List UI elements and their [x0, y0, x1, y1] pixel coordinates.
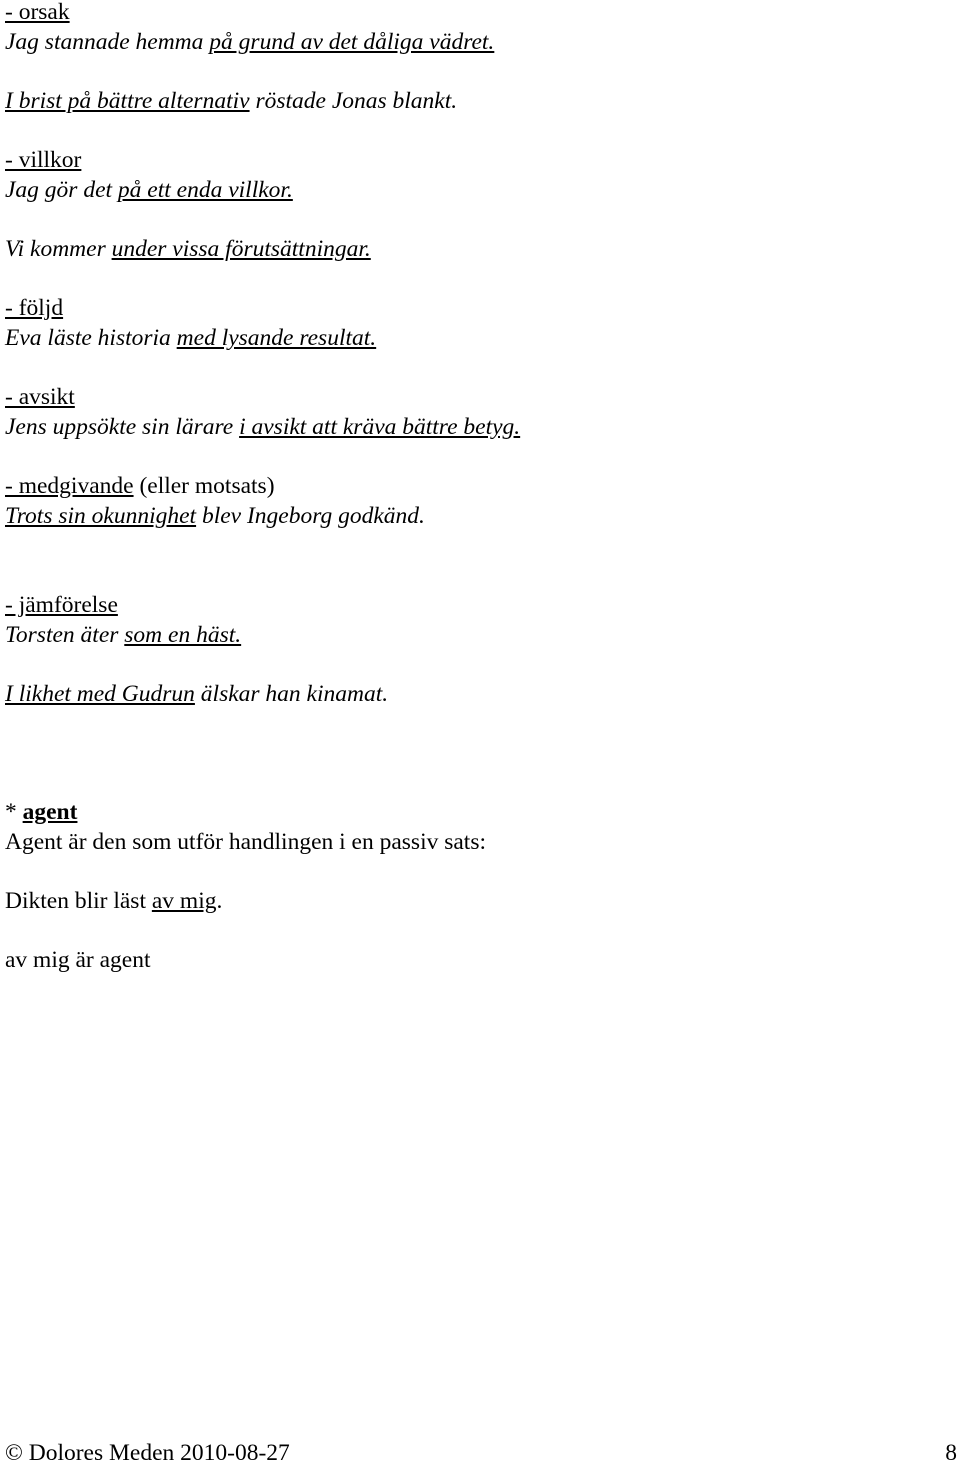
- example-jamforelse-2: [5, 679, 388, 709]
- heading-note: (eller motsats): [133, 473, 275, 499]
- heading-jamforelse: - jämförelse: [5, 592, 118, 618]
- agent-example: [5, 886, 222, 916]
- example-underlined: av mig: [151, 888, 217, 914]
- example-underlined: Trots sin okunnighet: [5, 503, 197, 529]
- example-underlined: på ett enda villkor.: [117, 177, 293, 203]
- example-text: Eva läste historia: [5, 325, 177, 351]
- example-text: Torsten äter: [5, 622, 125, 648]
- heading-avsikt: - avsikt: [5, 384, 75, 410]
- agent-note: av mig är agent: [5, 947, 151, 973]
- example-text: Vi kommer: [5, 236, 112, 262]
- example-end: .: [216, 888, 223, 914]
- example-text: Jens uppsökte sin lärare: [5, 414, 240, 440]
- example-jamforelse-1: [5, 620, 241, 650]
- example-text: Dikten blir läst: [5, 888, 152, 914]
- heading-foljd: - följd: [5, 295, 64, 321]
- agent-definition: Agent är den som utför handlingen i en passiv sats:: [5, 829, 487, 855]
- example-orsak-1: [5, 27, 494, 57]
- example-villkor-2: [5, 234, 371, 264]
- example-foljd-1: [5, 323, 376, 353]
- footer-page-number: 8: [945, 1440, 957, 1466]
- heading-villkor: - villkor: [5, 147, 82, 173]
- heading-star: *: [5, 799, 23, 825]
- heading-orsak: - orsak: [5, 0, 70, 25]
- example-underlined: i avsikt att kräva bättre betyg.: [239, 414, 521, 440]
- example-avsikt-1: [5, 412, 520, 442]
- example-underlined: som en häst.: [124, 622, 242, 648]
- example-text: älskar han kinamat.: [194, 681, 389, 707]
- example-underlined: I likhet med Gudrun: [5, 681, 195, 707]
- example-underlined: under vissa förutsättningar.: [111, 236, 371, 262]
- example-villkor-1: [5, 175, 293, 205]
- heading-agent-label: agent: [22, 799, 78, 825]
- example-text: blev Ingeborg godkänd.: [196, 503, 425, 529]
- example-orsak-2: [5, 86, 457, 116]
- heading-agent: [5, 797, 77, 827]
- example-text: Jag gör det: [5, 177, 118, 203]
- example-medgivande-1: [5, 501, 425, 531]
- example-text: Jag stannade hemma: [5, 29, 210, 55]
- example-underlined: I brist på bättre alternativ: [5, 88, 250, 114]
- example-underlined: på grund av det dåliga vädret.: [209, 29, 495, 55]
- example-text: röstade Jonas blankt.: [249, 88, 458, 114]
- heading-medgivande: [5, 471, 275, 501]
- footer-copyright: © Dolores Meden 2010-08-27: [5, 1440, 290, 1466]
- example-underlined: med lysande resultat.: [176, 325, 377, 351]
- heading-underlined: - medgivande: [5, 473, 134, 499]
